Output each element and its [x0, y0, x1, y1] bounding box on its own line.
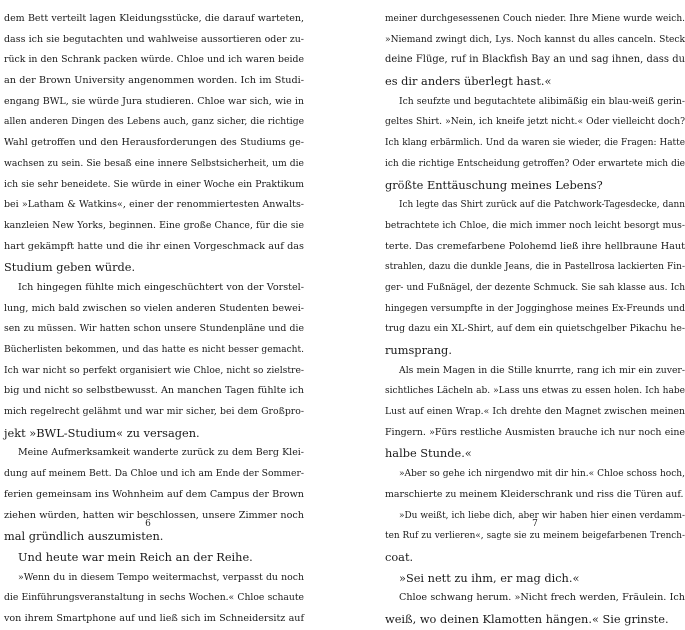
text-line: wachsen zu sein. Sie besaß eine innere Selbstsicherheit, um die — [4, 157, 304, 169]
text-line: Wahl getroffen und den Herausforderungen des Studiums ge- — [4, 137, 304, 149]
text-line: big und nicht so selbstbewusst. An manchen Tagen fühlte ich — [4, 385, 304, 397]
text-line: Ich klang erbärmlich. Und da waren sie wieder, die Fragen: Hatte — [385, 138, 685, 149]
text-line: Bücherlisten bekommen, und das hatte es nicht besser gemacht. — [4, 345, 304, 355]
text-line: Und heute war mein Reich an der Reihe. — [18, 549, 253, 564]
text-line: rumsprang. — [385, 343, 452, 357]
right-page — [385, 9, 685, 630]
text-line: ich die richtige Entscheidung getroffen? Oder erwartete mich die — [385, 158, 685, 169]
text-line: kanzleien New Yorks, beginnen. Eine große Chance, für die sie — [4, 219, 304, 231]
text-line: terte. Das cremefarbene Polohemd ließ ihre hellbraune Haut — [385, 240, 685, 252]
text-line: coat. — [385, 549, 414, 564]
text-line: lung, mich bald zwischen so vielen anderen Studenten bewei- — [4, 302, 304, 314]
text-line: es dir anders überlegt hast.« — [385, 74, 552, 89]
text-line: meiner durchgesessenen Couch nieder. Ihre Miene wurde weich. — [385, 14, 685, 24]
text-line: »Aber so gehe ich nirgendwo mit dir hin.« Chloe schoss hoch, — [399, 469, 685, 480]
text-line: Ich seufzte und begutachtete alibimäßig ein blau-weiß gerin- — [399, 95, 685, 107]
text-line: Ich hingegen fühlte mich eingeschüchtert von der Vorstel- — [18, 281, 304, 293]
left-page-number: 6 — [145, 519, 151, 529]
text-line: ziehen würden, hatten wir beschlossen, unsere Zimmer noch — [4, 509, 304, 521]
text-line: geltes Shirt. »Nein, ich kneife jetzt nicht.« Oder vielleicht doch? — [385, 117, 685, 128]
text-line: dem Bett verteilt lagen Kleidungsstücke, die darauf warteten, — [4, 13, 304, 24]
text-line: an der Brown University angenommen worden. Ich im Studi- — [4, 75, 304, 87]
text-line: strahlen, dazu die dunkle Jeans, die in Pastellrosa lackierten Fin- — [385, 262, 685, 273]
text-line: weiß, wo deinen Klamotten hängen.« Sie grinste. — [385, 611, 669, 626]
text-line: ferien gemeinsam ins Wohnheim auf dem Campus der Brown — [4, 488, 304, 500]
text-line: betrachtete ich Chloe, die mich immer noch leicht besorgt mus- — [385, 219, 685, 231]
left-page — [4, 9, 304, 630]
text-line: sen zu müssen. Wir hatten schon unsere Stundenpläne und die — [4, 323, 304, 335]
right-page-number: 7 — [532, 519, 538, 529]
text-line: Ich war nicht so perfekt organisiert wie Chloe, nicht so zielstre- — [4, 364, 304, 376]
text-line: rück in den Schrank packen würde. Chloe und ich waren beide — [4, 54, 304, 66]
text-line: »Du weißt, ich liebe dich, aber wir haben hier einen verdamm- — [399, 510, 685, 521]
text-line: halbe Stunde.« — [385, 446, 472, 461]
text-line: sichtliches Lächeln ab. »Lass uns etwas zu essen holen. Ich habe — [385, 386, 685, 397]
text-line: Ich legte das Shirt zurück auf die Patchwork-Tagesdecke, dann — [399, 200, 685, 211]
text-line: ger- und Fußnägel, der dezente Schmuck. Sie sah klasse aus. Ich — [385, 282, 685, 293]
text-line: Als mein Magen in die Stille knurrte, rang ich mir ein zuver- — [399, 364, 685, 376]
text-line: »Wenn du in diesem Tempo weitermachst, verpasst du noch — [18, 571, 304, 583]
text-line: »Niemand zwingt dich, Lys. Noch kannst du alles canceln. Steck — [385, 34, 685, 45]
text-line: marschierte zu meinem Kleiderschrank und riss die Türen auf. — [385, 488, 684, 500]
text-line: mich regelrecht gelähmt und war mir sicher, bei dem Großpro- — [4, 406, 304, 418]
text-line: trug dazu ein XL-Shirt, auf dem ein quietschgelber Pikachu he- — [385, 323, 685, 335]
text-line: größte Enttäuschung meines Lebens? — [385, 177, 603, 192]
text-line: ten Ruf zu verlieren«, sagte sie zu meinem beigefarbenen Trench- — [385, 531, 685, 542]
text-line: Meine Aufmerksamkeit wanderte zurück zu dem Berg Klei- — [18, 447, 304, 459]
text-line: »Sei nett zu ihm, er mag dich.« — [399, 570, 580, 585]
text-line: ich sie sehr beneidete. Sie würde in einer Woche ein Praktikum — [4, 178, 304, 190]
text-line: Lust auf einen Wrap.« Ich drehte den Magnet zwischen meinen — [385, 406, 685, 418]
text-line: jekt »BWL-Studium« zu versagen. — [4, 425, 200, 440]
text-line: hart gekämpft hatte und die ihr einen Vorgeschmack auf das — [4, 240, 304, 252]
text-line: Chloe schwang herum. »Nicht frech werden, Fräulein. Ich — [399, 592, 685, 604]
text-line: deine Flüge, ruf in Blackfish Bay an und sag ihnen, dass du — [385, 54, 685, 66]
text-line: von ihrem Smartphone auf und ließ sich im Schneidersitz auf — [4, 612, 304, 624]
text-line: hingegen versumpfte in der Jogginghose meines Ex-Freunds und — [385, 303, 685, 314]
text-line: Studium geben würde. — [4, 260, 136, 275]
text-line: bei »Latham & Watkins«, einer der renommiertesten Anwalts- — [4, 199, 304, 211]
text-line: dass ich sie begutachten und wahlweise aussortieren oder zu- — [4, 33, 304, 45]
text-line: dung auf meinem Bett. Da Chloe und ich am Ende der Sommer- — [4, 468, 304, 480]
text-line: mal gründlich auszumisten. — [4, 529, 164, 544]
text-line: Fingern. »Fürs restliche Ausmisten brauche ich nur noch eine — [385, 426, 685, 438]
text-line: engang BWL, sie würde Jura studieren. Chloe war sich, wie in — [4, 95, 304, 107]
text-line: die Einführungsveranstaltung in sechs Wochen.« Chloe schaute — [4, 592, 304, 604]
text-line: allen anderen Dingen des Lebens auch, ganz sicher, die richtige — [4, 116, 304, 128]
